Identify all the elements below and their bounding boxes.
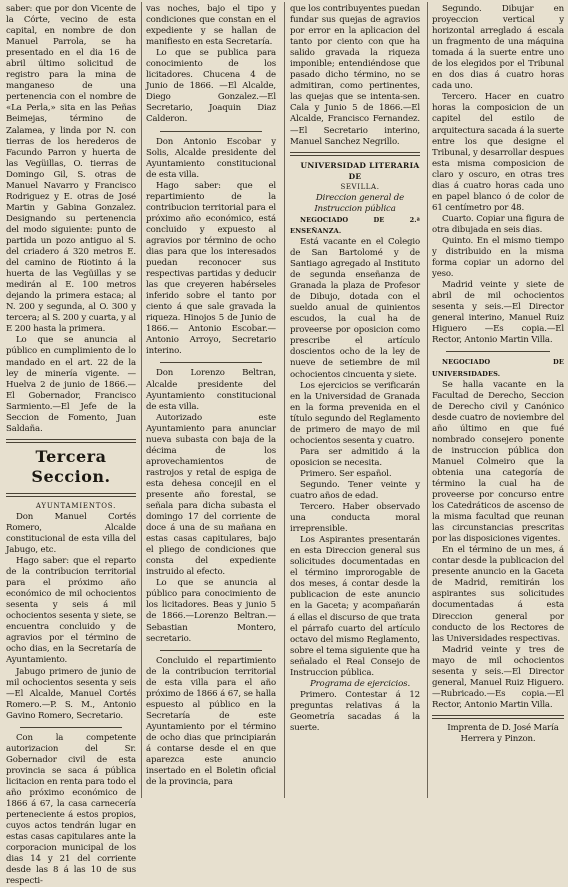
- cala-notice: Concluido el repartimiento de la contribucion territorial de esta villa para el año próximo de 1866 á 67, se halla espuesto al público en la Secretaría de este Ayuntamiento por el término de ocho dias que principiarán á contarse desde el en que aparezca este anuncio insertado en el Boletin oficial de la provincia, para: [146, 655, 276, 788]
- double-rule: [290, 152, 420, 156]
- double-rule: [6, 493, 136, 497]
- vacancy-notice: Está vacante en el Colegio de San Bartolomé y de Santiago agregado al Instituto de segunda enseñanza de Granada la plaza de Profesor de Dibujo, dotada con el sueldo anual de quinientos escudos, la cual ha de proveerse por oposicion como prescribe el artículo doscientos ocho de la ley de nueve de setiembre de mil ochocientos cincuenta y siete.: [290, 236, 420, 380]
- jabugo-signature: Jabugo primero de junio de mil ochocientos sesenta y seis —El Alcalde, Manuel Cortés Romero.—P. S. M., Antonio Gavino Romero, Secretario.: [6, 666, 136, 721]
- section-title: Tercera Seccion.: [31, 446, 111, 486]
- jabugo-mayor-heading: Don Manuel Cortés Romero, Alcalde constitucional de esta villa del Jabugo, etc.: [6, 511, 136, 556]
- chucena-signature: Lo que se publica para conocimiento de los licitadores. Chucena 4 de Junio de 1866. —El Alcalde, Diego Gonzalez.—El Secretario, Joaquin Diaz Calderon.: [146, 48, 276, 125]
- rule: [160, 650, 262, 651]
- rule: [446, 351, 550, 352]
- column-1: [6, 4, 136, 887]
- double-rule: [6, 439, 136, 443]
- ayuntamientos-heading: AYUNTAMIENTOS.: [35, 501, 117, 510]
- exercise-1: Primero. Contestar á 12 preguntas relativas á la Geometría sacadas á la suerte.: [290, 689, 420, 733]
- madrid-signature-1: Madrid veinte y siete de abril de mil ochocientos sesenta y seis.—El Director general interino, Manuel Ruiz Higuero —Es copia.—El Rector, Antonio Martin Villa.: [432, 280, 564, 346]
- chucena-notice-cont: vas noches, bajo el tipo y condiciones que constan en el expediente y se hallan de manifiesto en esta Secretaría.: [146, 4, 276, 48]
- negociado-heading: NEGOCIADO DE 2.ª ENSEÑANZA.: [290, 215, 420, 235]
- hinojos-mayor-heading: Don Antonio Escobar y Solis, Alcalde presidente del Ayuntamiento constitucional de esta villa.: [146, 136, 276, 180]
- madrid-signature-2: Madrid veinte y tres de mayo de mil ochocientos sesenta y seis.—El Director general, Manuel Ruiz Higuero. —Rubricado.—Es copia.—El Rector, Antonio Martin Villa.: [432, 644, 564, 710]
- mining-registry-notice: saber: que por don Vicente de la Córte, vecino de esta capital, en nombre de don Manuel Parrola, se ha presentado en el dia 16 de abril último solicitud de registro para la mina de manganeso de una pertenencia con el nombre de «La Perla,» sita en las Peñas Beimejas, término de Zalamea, y linda por N. con tierras de los herederos de Facundo Parron y huerta de las Vegüillas, O. tierras de Domingo Gil, S. otras de Manuel Navarro y Francisco Rodriguez y E. otras de José Martin y Gabina Gonzalez. Designando su pertenencia del modo siguiente: punto de partida un pozo antiguo al S. del criadero á 320 metros E. del camino de Riotinto á la huerta de las Vegüillas y se medirán al E. 100 metros dejando la primera estaca; al N. 200 y segunda, al O. 300 y tercera; al S. 200 y cuarta, y al E 200 hasta la primera.: [6, 4, 136, 335]
- law-vacancy-notice: Se halla vacante en la Facultad de Derecho, Seccion de Derecho civil y Canónico desde cuatro de noviembre del año último en que fué nombrado consejero ponente de instruccion pública don Manuel Colmeiro que la obtenia una categoría de término la cual ha de proveerse por concurso entre los Catedráticos de ascenso de la misma facultad que reunan las circunstancias prescritas por las disposiciones vigentes.: [432, 379, 564, 545]
- exercises-paragraph: Los ejercicios se verificarán en la Universidad de Granada en la forma prevenida en el título segundo del Reglamento de primero de mayo de mil ochocientos sesenta y cuatro.: [290, 380, 420, 446]
- exercise-3: Tercero. Hacer en cuatro horas la composicion de un capitel del estilo de arquitectura sacada á la suerte entre los que designe el Tribunal, y desarrollar despues esta misma composicion de claro y oscuro, en otras tres dias á cuatro horas cada uno en papel blanco ó de color de 61 centímetro por 48.: [432, 92, 564, 213]
- exercise-2: Segundo. Dibujar en proyeccion vertical y horizontal arreglado á escala un fragmento de una máquina tomada á la suerte entre uno de los elegidos por el Tribunal en dos dias á cuatro horas cada uno.: [432, 4, 564, 92]
- beas-mayor-heading: Don Lorenzo Beltran, Alcalde presidente del Ayuntamiento constitucional de esta villa.: [146, 368, 276, 412]
- requirement-3: Tercero. Haber observado una conducta moral irreprensible.: [290, 502, 420, 535]
- rule: [20, 727, 122, 728]
- column-divider: [427, 2, 428, 798]
- university-heading: UNIVERSIDAD LITERARIA DE: [300, 160, 420, 181]
- requirement-1: Primero. Ser español.: [300, 468, 392, 479]
- column-divider: [141, 2, 142, 798]
- rule: [160, 362, 262, 363]
- column-4: [432, 4, 564, 798]
- column-divider: [284, 2, 285, 798]
- beas-signature: Lo que se anuncia al público para conocimiento de los licitadores. Beas y junio 5 de 1866.—Lorenzo Beltran.—Sebastian Montero, secretario.: [146, 578, 276, 644]
- requirements-intro: Para ser admitido á la oposicion se necesita.: [290, 446, 420, 468]
- double-rule: [432, 715, 564, 719]
- mining-notice-closing: Lo que se anuncia al público en cumplimiento de lo mandado en el art. 22 de la ley de minería vigente. —Huelva 2 de junio de 1866.— El Gobernador, Francisco Sarmiento.—El Jefe de la Seccion de Fomento, Juan Saldaña.: [6, 335, 136, 434]
- rule: [160, 131, 262, 132]
- requirement-2: Segundo. Tener veinte y cuatro años de edad.: [290, 479, 420, 502]
- negociado-universidades-heading: NEGOCIADO DE UNIVERSIDADES.: [432, 358, 564, 378]
- exercise-4: Cuarto. Copiar una figura de otra dibujada en seis dias.: [432, 213, 564, 235]
- printer-imprint: Imprenta de D. José María Herrera y Pinzon.: [447, 722, 559, 744]
- column-3: [290, 4, 420, 798]
- beas-auction-notice: Autorizado este Ayuntamiento para anunciar nueva subasta con baja de la décima de los aprovechamientos de rastrojos y retal de espiga de esta dehesa concejil en el presente año forestal, se señala para dicha subasta el domingo 17 del corriente de doce á una de su mañana en estas casas capitulares, bajo el pliego de condiciones que consta del expediente instruido al efecto.: [146, 412, 276, 578]
- application-deadline: En el término de un mes, á contar desde la publicacion del presente anuncio en la Gaceta de Madrid, remitirán los aspirantes sus solicitudes documentadas á esta Direccion general por conducto de los Rectores de las Universidades respectivas.: [432, 545, 564, 644]
- column-2: [146, 4, 276, 798]
- cala-notice-cont: que los contribuyentes puedan fundar sus quejas de agravios por error en la aplicacion del tanto por ciento con que ha salido gravada la riqueza imponible; entendiéndose que pasado dicho término, no se admitiran, como pertinentes, las quejas que se intenta-sen. Cala y Junio 5 de 1866.—El Alcalde, Francisco Fernandez. —El Secretario interino, Manuel Sanchez Negrillo.: [290, 4, 420, 147]
- applicants-paragraph: Los Aspirantes presentarán en esta Direccion general sus solicitudes documentadas en el término improrogable de dos meses, á contar desde la publicacion de este anuncio en la Gaceta; y acompañarán á ellas el discurso de que trata el párrafo cuarto del artículo octavo del mismo Reglamento, sobre el tema siguiente que ha señalado el Real Consejo de Instruccion pública.: [290, 535, 420, 678]
- chucena-auction-notice: Con la competente autorizacion del Sr. Gobernador civil de esta provincia se saca á pública licitacion en renta para todo el año próximo económico de 1866 á 67, la casa carnecería perteneciente á estos propios, cuyos actos tendrán lugar en estas casas capitulares ante la corporacion municipal de los dias 14 y 21 del corriente desde las 8 á las 10 de sus respecti-: [6, 732, 136, 887]
- hinojos-notice: Hago saber: que el repartimiento de la contribucion territorial para el próximo año económico, está concluido y expuesto al agravios por término de ocho dias para que los interesados puedan reconocer sus respectivas partidas y deducir las que creyeren habérseles inferido sobre el tanto por ciento á que sale gravada la riqueza. Hinojos 5 de Junio de 1866.— Antonio Escobar.—Antonio Arroyo, Secretario interino.: [146, 180, 276, 357]
- university-city: SEVILLA.: [340, 182, 380, 191]
- exercise-5: Quinto. En el mismo tiempo y distribuido en la misma forma copiar un adorno del yeso.: [432, 235, 564, 280]
- program-heading: Programa de ejercicios.: [309, 678, 411, 689]
- jabugo-notice: Hago saber: que el reparto de la contribucion territorial para el próximo año económico de mil ochocientos sesenta y seis á mil ochocientos sesenta y siete, se encuentra concluido y de agravios por el término de ocho dias, en la Secretaría de Ayuntamiento.: [6, 556, 136, 666]
- direccion-heading: Direccion general de Instruccion pública: [314, 192, 405, 214]
